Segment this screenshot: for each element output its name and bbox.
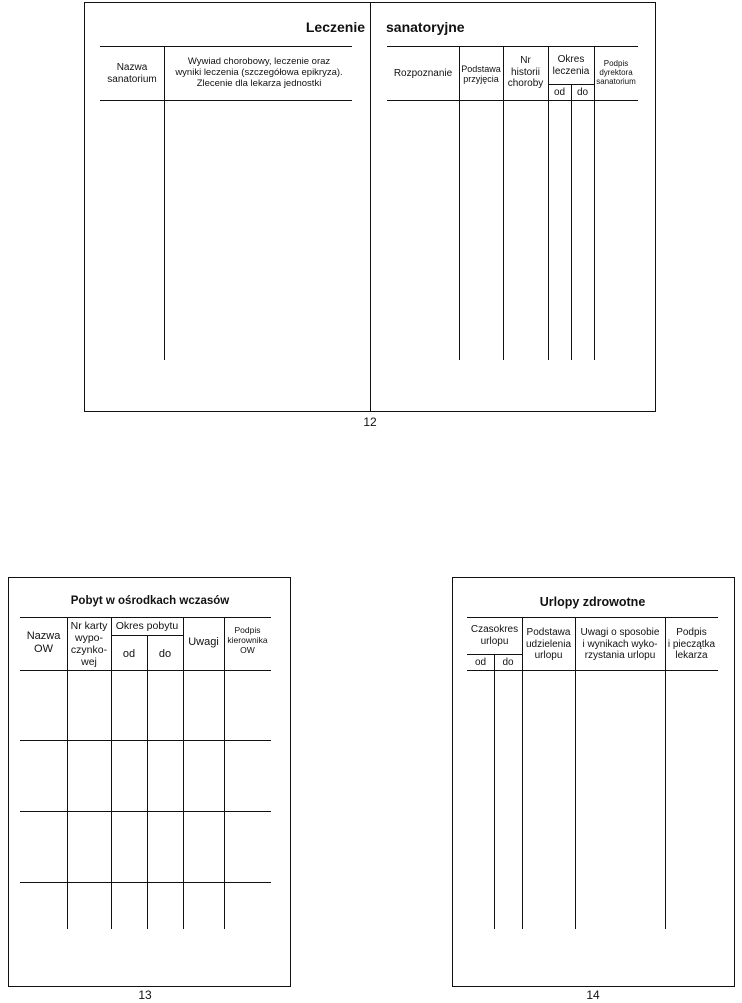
page-13-header-uwagi: Uwagi — [188, 636, 219, 648]
page-12-center-fold — [370, 2, 371, 412]
page-14-header-podpis: Podpis i pieczątka lekarza — [667, 627, 716, 661]
page-13-header-nr-karty: Nr karty wypo- czynko- wej — [70, 620, 108, 669]
page-14-header-bottom-rule — [467, 670, 718, 671]
page-14-col-divider-4 — [665, 617, 666, 929]
page-14-header-od: od — [474, 657, 487, 668]
page-13-col-divider-3 — [147, 635, 148, 929]
page-14-number: 14 — [586, 988, 600, 1002]
page-12-col-divider-1 — [459, 46, 460, 360]
page-12-right-header-bottom-rule — [387, 100, 638, 101]
page-13-header-bottom-rule — [20, 670, 271, 671]
page-12-title-left: Leczenie — [305, 19, 365, 35]
page-14-header-podstawa: Podstawa udzielenia urlopu — [525, 627, 572, 661]
page-12-number: 12 — [363, 415, 377, 429]
page-13-row-rule-1 — [20, 740, 271, 741]
page-12-col-divider-5 — [594, 46, 595, 360]
page-12-header-podstawa: Podstawa przyjęcia — [461, 64, 501, 85]
page-13-col-divider-4 — [183, 617, 184, 929]
page-12-header-od: od — [553, 87, 566, 98]
page-14-title: Urlopy zdrowotne — [539, 595, 646, 609]
page-13-header-top-rule — [20, 617, 271, 618]
page-12-left-column-divider — [164, 46, 165, 360]
page-12-header-do: do — [576, 87, 589, 98]
page-13-header-od: od — [122, 648, 136, 660]
page-13-header-do: do — [158, 648, 172, 660]
page-13-header-podpis: Podpis kierownika OW — [227, 625, 268, 655]
page-12-header-rozpoznanie: Rozpoznanie — [393, 68, 453, 79]
page-13-number: 13 — [138, 988, 152, 1002]
page-12-header-podpis: Podpis dyrektora sanatorium — [596, 59, 636, 87]
page-14-header-uwagi: Uwagi o sposobie i wynikach wyko- rzystania urlopu — [580, 627, 660, 661]
page-12-left-header-top-rule — [100, 46, 352, 47]
page-12-title-right: sanatoryjne — [386, 19, 465, 35]
page-13-col-divider-5 — [224, 617, 225, 929]
page-13-row-rule-3 — [20, 882, 271, 883]
page-12-header-okres: Okres leczenia — [552, 54, 590, 77]
page-12-header-nazwa-sanatorium: Nazwa sanatorium — [107, 62, 157, 85]
page-12-header-wywiad: Wywiad chorobowy, leczenie oraz wyniki leczenia (szczegółowa epikryza). Zlecenie dla lekarza jednostki — [175, 56, 343, 89]
page-12-header-nr-historii: Nr historii choroby — [507, 55, 544, 89]
page-13-title: Pobyt w ośrodkach wczasów — [70, 595, 230, 607]
page-14-header-top-rule — [467, 617, 718, 618]
page-12-right-header-top-rule — [387, 46, 638, 47]
page-14-col-divider-1 — [494, 654, 495, 929]
page-14-col-divider-3 — [575, 617, 576, 929]
page-13-col-divider-2 — [111, 617, 112, 929]
page-14-header-czasokres: Czasokres urlopu — [470, 624, 519, 647]
page-12-col-divider-2 — [503, 46, 504, 360]
page-14-col-divider-2 — [522, 617, 523, 929]
page-12-col-divider-4 — [571, 84, 572, 360]
page-12-left-header-bottom-rule — [100, 100, 352, 101]
page-13-row-rule-2 — [20, 811, 271, 812]
page-13-header-okres: Okres pobytu — [115, 620, 179, 632]
page-13-header-nazwa: Nazwa OW — [26, 630, 61, 655]
page-14-header-do: do — [502, 657, 514, 668]
